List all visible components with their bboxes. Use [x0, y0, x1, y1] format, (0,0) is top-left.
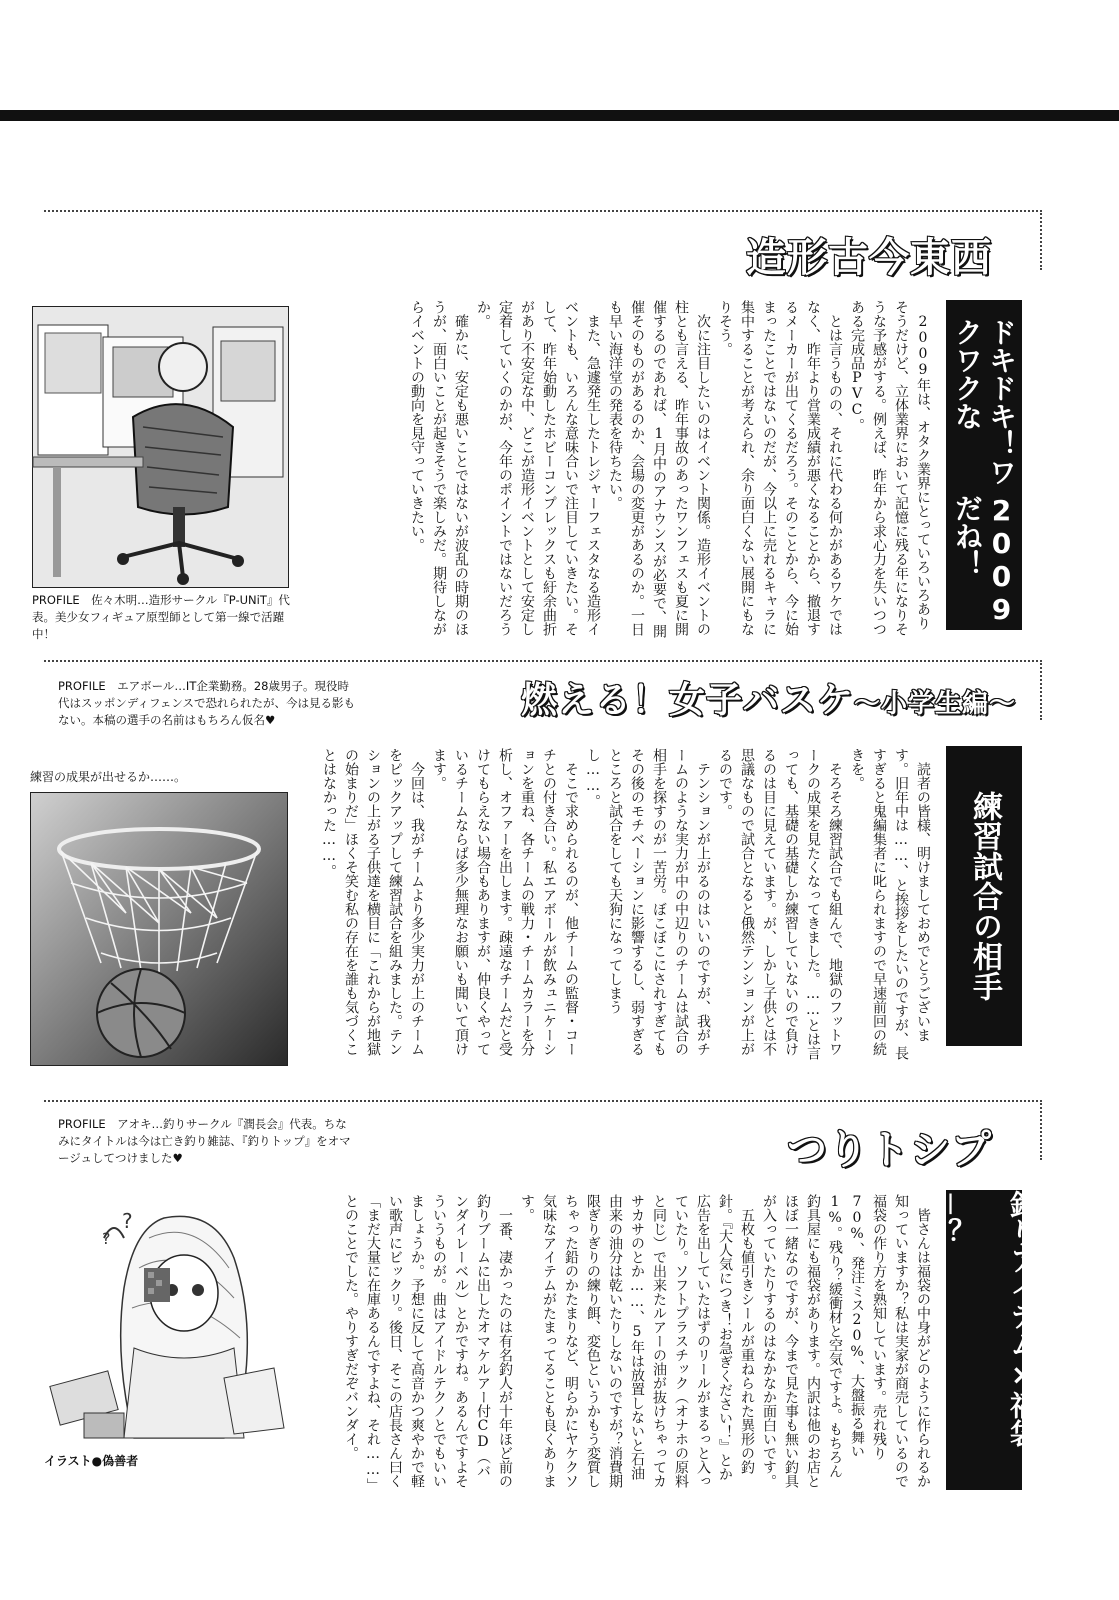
section-heading — [946, 300, 1022, 630]
paragraph: そろそろ練習試合でも組んで、地獄のフットワークの成果を見たくなってきました。……とは言っても、基礎の基礎しか練習していないので負けるのは目に見えています。が、しかし子供とは不思議なもので試合となると俄然テンションが上がるのです。 — [717, 748, 843, 1060]
paragraph: 確かに、安定も悪いことではないが波乱の時期のほうが、面白いことが起きそうで楽しみだ。期待しながらイベントの動向を見守っていきたい。 — [409, 300, 469, 636]
section-title: 造形古今東西 — [746, 235, 992, 281]
article-body — [321, 748, 934, 1064]
basketball-hoop-icon — [31, 793, 287, 1065]
paragraph: 2009年は、オタク業界にとっていろいろありそうだけど、立体業界において記憶に残る年になりそうな予感がする。例えば、昨年から求心力を失いつつある完成品PVC。 — [849, 300, 931, 636]
section-divider-right — [1040, 660, 1042, 720]
illustration-caption: 練習の成果が出せるか……。 — [30, 770, 187, 784]
heading-line-1: ドキドキ！ワクワクな — [951, 318, 1018, 486]
heading-line-2: 2009だね！ — [951, 494, 1018, 627]
illustration-basketball — [30, 792, 288, 1066]
section-zokei — [32, 210, 1042, 641]
section-basketball — [30, 660, 1042, 1080]
title-main: 燃える！女子バスケ — [520, 680, 854, 721]
anime-girl-icon — [44, 1198, 294, 1450]
paragraph: そこで求められるのが、他チームの監督・コーチとの付き合い。私エアボールが飲みュニケーションを重ね、各チームの戦力・チームカラーを分析し、オファーを出します。疎遠なチームだと受けてもらえない場合もありますが、仲良くやっているチームならば多少無理なお願いも聞いて頂けます。 — [431, 748, 579, 1056]
article-body — [314, 1194, 934, 1490]
section-divider — [44, 1100, 1042, 1102]
paragraph: とは言うものの、それに代わる何かがあるワケではなく、昨年より営業成績が悪くなることから、撤退するメーカーが出てくるだろう。そのことから、今に始まったことではないのだが、今以上に売れるキャラに集中することが考えられ、余り面白くない展開にもなりそう。 — [717, 300, 843, 636]
title-sub: ～小学生編～ — [853, 689, 1016, 719]
section-divider — [44, 660, 1042, 662]
illustration-caption: イラスト●偽善者 — [44, 1454, 139, 1468]
section-title: つりトシプ — [787, 1127, 992, 1173]
section-fishing — [44, 1100, 1042, 1500]
illustration-girl — [44, 1198, 294, 1450]
top-rule — [0, 110, 1119, 121]
paragraph: 五枚も値引きシールが重ねられた異形の釣針。『大人気につき！お急ぎください！』とか広告を出していたはずのリールがまるっと入っていたり。ソフトプラスチック（オナホの原料と同じ）で出来たルアーの油が抜けちゃってカサカサのとか……、5年は放置しないと石油由来の油分は乾いたりしないのですが？消費期限ぎりぎりの練り餌、変色というかもう変質しちゃった鉛のかたまりなど、明らかにヤケクソ気味なアイテムがたまってることも良くあります。 — [519, 1194, 755, 1488]
paragraph: 一番、凄かったのは有名釣人が十年ほど前の釣りブームに出したオマケルアー付CD（バンダイレーベル）とかですね。あるんですよそういうものが。曲はアイドルテクノとでもいいましょうか。予想に反して高音かつ爽やかで軽い歌声にビックリ。後日、そこの店長さん曰く「まだ大量に在庫あるんですよね、それ……」とのことでした。やりすぎだぞバンダイ。 — [343, 1194, 513, 1488]
illustration-workshop — [32, 306, 289, 588]
paragraph: テンションが上がるのはいいのですが、我がチームのような実力が中の中辺りのチームは試合の相手を探すのが一苦労。ぼこぼこにされすぎてもその後のモチベーションに影響するし、弱すぎるところと試合をしても天狗になってしまうし……。 — [585, 748, 711, 1056]
author-profile: PROFILE 佐々木明…造形サークル『P-UNiT』代表。美少女フィギュア原型師として第一線で活躍中！ — [32, 593, 290, 641]
section-divider — [44, 210, 1042, 212]
paragraph: また、急遽発生したトレジャーフェスタなる造形イベントも、いろんな意味合いで注目していきたい。そして、昨年始動したホビーコンプレックスも紆余曲折があり不安定な中、どこが造形イベントとして安定し定着していくのかが、今年のポイントではないだろうか。 — [475, 300, 601, 636]
paragraph: 皆さんは福袋の中身がどのように作られるか知っていますか？私は実家が商売しているので福袋の作り方を熟知しています。売れ残り70%、発注ミス20%、大盤振る舞い1%。残り？緩衝材と空気ですよ。もちろん釣具屋にも福袋があります。内訳は他のお店とほぼ一緒なのですが、今まで見た事も無い釣具が入っていたりするのはなかなか面白いです。 — [761, 1194, 931, 1488]
paragraph: 次に注目したいのはイベント関係。造形イベントの柱とも言える、昨年事故のあったワンフェスも夏に開催するのであれば、1月中のアナウンスが必要で、開催そのものがあるのか、会場の変更があるのか。一日も早い海洋堂の発表を待ちたい。 — [607, 300, 711, 638]
section-divider-right — [1040, 210, 1042, 270]
article-body — [314, 300, 934, 640]
author-profile: PROFILE エアボール…IT企業勤務。28歳男子。現役時代はスッポンディフェンスで恐れられたが、今は見る影もない。本稿の選手の名前はもちろん仮名♥ — [58, 679, 356, 727]
svg-text:?: ? — [122, 1209, 133, 1233]
paragraph: 読者の皆様、明けましておめでとうございます。旧年中は……、と挨拶をしたいのですが、長すぎると鬼編集者に叱られますので早速前回の続きを。 — [849, 748, 931, 1060]
svg-text:?: ? — [102, 1229, 111, 1248]
section-heading: 練習試合の相手 — [946, 746, 1022, 1046]
section-title — [521, 672, 1016, 723]
section-divider-right — [1040, 1100, 1042, 1160]
author-profile: PROFILE アオキ…釣りサークル『潤長会』代表。ちなみにタイトルは今は亡き釣り雑誌、『釣りトップ』をオマージュしてつけました♥ — [58, 1117, 351, 1165]
workshop-chair-icon — [33, 307, 288, 587]
paragraph: 今回は、我がチームより多少実力が上のチームをピックアップして練習試合を組みました。テンションの上がる子供達を横目に「これからが地獄の始まりだ」ほくそ笑む私の存在を誰も気づくことはなかった……。 — [321, 748, 425, 1056]
section-heading: 釣りアイテム×福袋＝？ — [946, 1190, 1022, 1490]
